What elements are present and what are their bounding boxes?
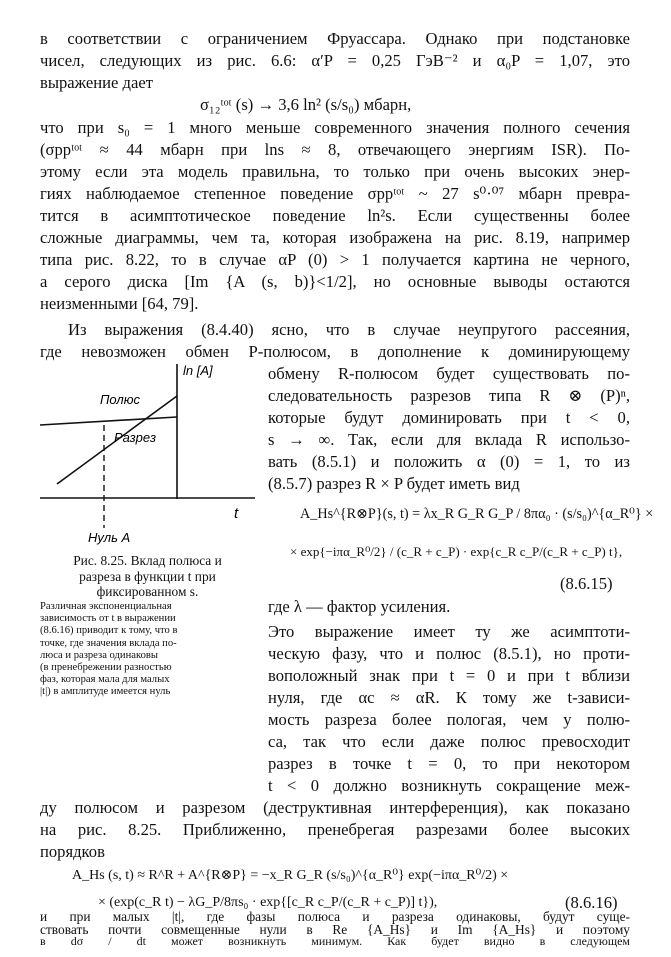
caption-line: Рис. 8.25. Вклад полюса и [73, 553, 222, 568]
text-line: Из выражения (8.4.40) ясно, что в случае неупругого рассеяния, [68, 320, 630, 339]
text-line: гиях наблюдаемое степенное поведение σppᵗᵒᵗ ~ 27 s⁰·⁰⁷ мбарн превра- [40, 184, 630, 203]
equation-3-number: (8.6.16) [565, 893, 618, 912]
cut-line [40, 417, 177, 425]
text-line: чисел, следующих из рис. 6.6: α′P = 0,25 ГэВ⁻² и α₀P = 1,07, это [40, 51, 630, 70]
figure-8-25 [40, 362, 262, 562]
text-line: выражение дает [40, 73, 153, 92]
figure-note [40, 601, 255, 699]
text-line: и при малых |t|, где фазы полюса и разреза одинаковы, будут суще- [40, 909, 630, 924]
text-line: следовательность разрезов типа R ⊗ (P)ⁿ, [268, 386, 630, 405]
text-line: что при s₀ = 1 много меньше современного значения полного сечения [40, 118, 630, 137]
equation-2-line-1: A_Hs^{R⊗P}(s, t) = λx_R G_R G_P / 8πα₀ · (s/s₀)^{α_R⁰} × [300, 506, 654, 522]
text-line: разрез в точке t = 0, то при некотором [268, 754, 630, 773]
note-line: (в пренебрежении разностью [40, 662, 172, 674]
page-number [322, 936, 324, 957]
text-line: (8.5.7) разрез R × P будет иметь вид [268, 474, 520, 493]
text-line: порядков [40, 842, 105, 861]
zero-label: Нуль A [88, 530, 131, 545]
note-line: (8.6.16) приводит к тому, что в [40, 625, 178, 637]
text-line: типа рис. 8.22, то в случае αP (0) > 1 получается картина не черного, [40, 250, 630, 269]
text-line: тится в асимптотическое поведение ln²s. Если существенны более [40, 206, 630, 225]
y-axis-label: ln [A] [183, 363, 213, 378]
text-line: этому если эта модель правильна, то только при очень высоких энер- [40, 162, 630, 181]
text-line: где λ — фактор усиления. [268, 597, 451, 616]
text-line: где невозможен обмен P-полюсом, в дополнение к доминирующему [40, 342, 630, 361]
equation-2-number: (8.6.15) [560, 574, 613, 593]
text-line: обмену R-полюсом будет существовать по- [268, 364, 630, 383]
text-line: на рис. 8.25. Приближенно, пренебрегая разрезами более высоких [40, 820, 630, 839]
text-line: ческую фазу, что и полюс (8.5.1), но проти- [268, 644, 630, 663]
text-line: сложные диаграммы, чем та, которая изображена на рис. 8.19, например [40, 228, 630, 247]
text-line: (σppᵗᵒᵗ ≈ 44 мбарн при lns ≈ 8, отвечающего энергиям ISR). По- [40, 140, 630, 159]
note-line: точке, где значения вклада по- [40, 637, 177, 649]
cut-label: Разрез [114, 430, 157, 445]
text-line: Это выражение имеет ту же асимптоти- [268, 622, 630, 641]
text-line: которые будут доминировать при t < 0, [268, 408, 630, 427]
text-line: воположный знак при t = 0 и при t вблизи [268, 666, 630, 685]
note-line: фаз, которая мала для малых [40, 674, 170, 686]
note-line: зависимость от t в выражении [40, 613, 176, 625]
note-line: |t|) в амплитуде имеется нуль [40, 686, 171, 698]
text-line: нуля, где αc ≈ αR. К тому же t-зависи- [268, 688, 630, 707]
note-line: Различная экспоненциальная [40, 601, 172, 612]
text-line: в соответствии с ограничением Фруассара. Однако при подстановке [40, 29, 630, 48]
figure-caption [40, 553, 255, 600]
text-line: ствовать почти совмещенные нули в Re {A_Hs} и Im {A_Hs} и поэтому [40, 922, 630, 937]
caption-line: разреза в функции t при [79, 568, 216, 584]
text-line: а серого диска [Im {A (s, b)}<1/2], но основные выводы остаются [40, 272, 630, 291]
pole-label: Полюс [100, 392, 140, 407]
text-line: t < 0 должно возникнуть сокращение меж- [268, 776, 630, 795]
note-line: люса и разреза одинаковы [40, 649, 158, 661]
text-line: вать (8.5.1) и положить α (0) = 1, то из [268, 452, 630, 471]
text-line: са, так что если даже полюс превосходит [268, 732, 630, 751]
text-line: ду полюсом и разрезом (деструктивная интерференция), как показано [40, 798, 630, 817]
equation-2-line-2: × exp{−iπα_R⁰/2} / (c_R + c_P) · exp{c_R c_P/(c_R + c_P) t}, [290, 544, 623, 559]
text-line: мость разреза более пологая, чем у полю- [268, 710, 630, 729]
equation-3-line-1: A_Hs (s, t) ≈ R^R + A^{R⊗P} = −x_R G_R (s/s₀)^{α_R⁰} exp(−iπα_R⁰/2) × [72, 868, 509, 883]
equation-3-line-2: × (exp(c_R t) − λG_P/8πs₀ · exp{[c_R c_P/(c_R + c_P)] t}), [98, 895, 438, 910]
equation-1: σ₁₂ᵗᵒᵗ (s) → 3,6 ln² (s/s₀) мбарн, [200, 95, 412, 114]
text-line: неизменными [64, 79]. [40, 294, 199, 313]
x-axis-label: t [234, 505, 239, 522]
text-line: s → ∞. Так, если для вклада R использо- [268, 430, 630, 449]
caption-line: фиксированном s. [96, 584, 199, 600]
text-line: в dσ / dt может возникнуть минимум. Как будет видно в следующем [40, 934, 630, 948]
